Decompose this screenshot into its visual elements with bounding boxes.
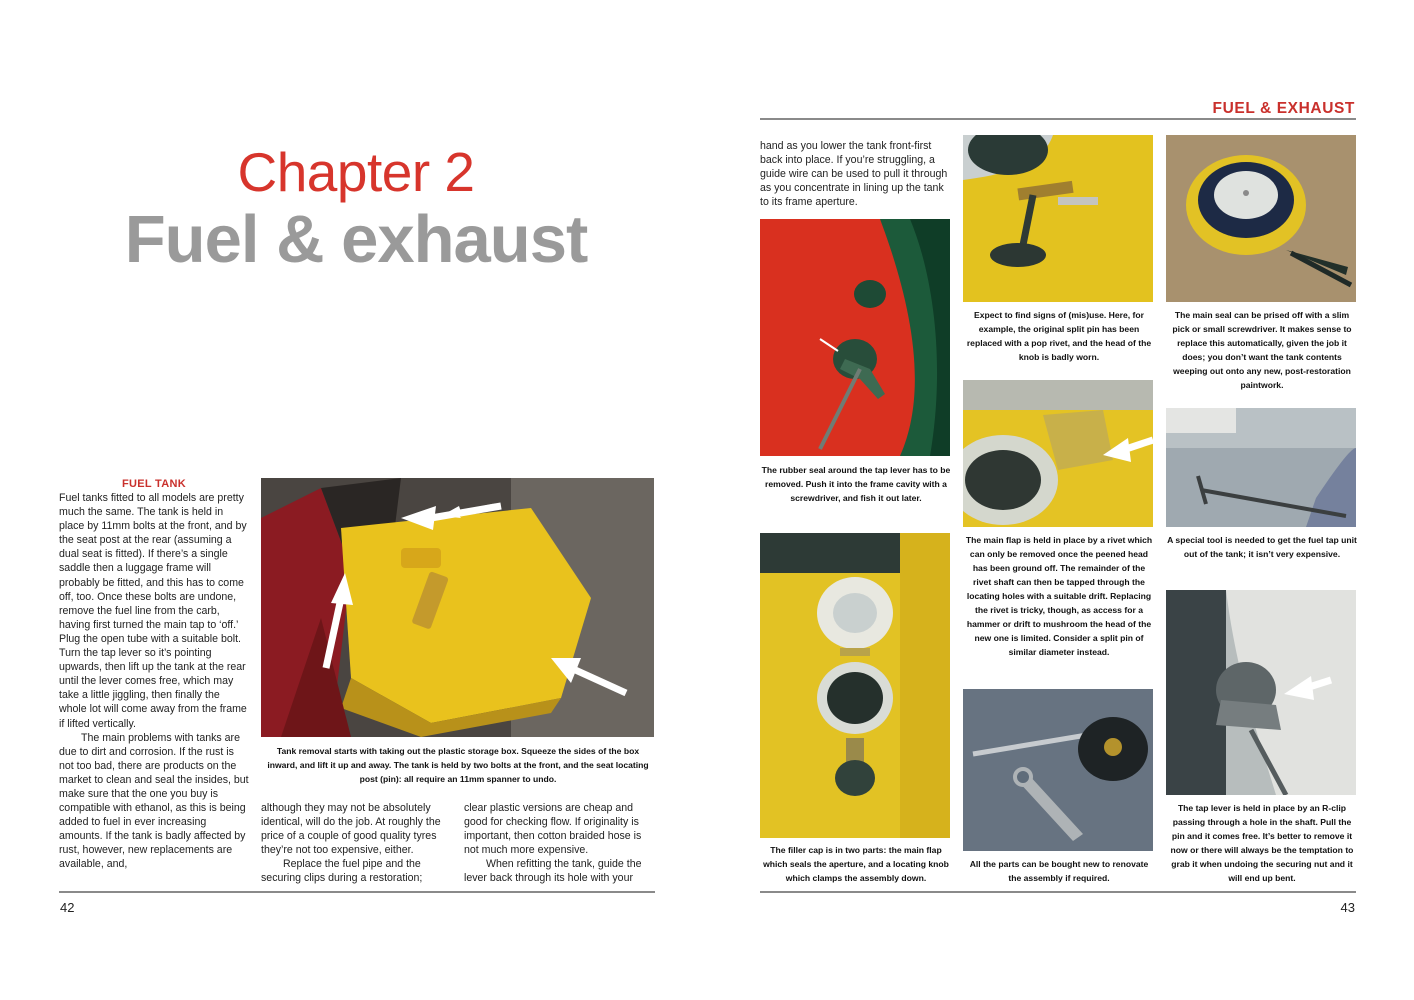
tap-lever-photo (1166, 590, 1356, 795)
rubber-seal-caption: The rubber seal around the tap lever has to be removed. Push it into the frame cavity with a screwdriver, and fish it out later. (761, 465, 951, 503)
filler-cap-photo (760, 533, 950, 838)
filler-cap-photo-image (760, 533, 950, 838)
right-footer-rule (760, 891, 1356, 893)
tank-removal-photo-image (261, 478, 654, 737)
rubber-seal-photo (760, 219, 950, 456)
running-head: FUEL & EXHAUST (1212, 100, 1355, 117)
paragraph: Fuel tanks fitted to all models are pretty much the same. The tank is held in place by 11mm bolts at the front, and by the seat post at the rear (assuming a dual seat is fitted). If there’s a single saddle then a luggage frame will probably be fitted, and this has to come off, too. Once these bolts are undone, remove the fuel line from the carb, having first turned the main tap to ‘off.’ Plug the open tube with a suitable bolt. Turn the tap lever so it’s pointing upwards, then lift up the tank at the rear until the lever comes free, which may take a little jiggling, then finally the whole lot will come away from the frame if lifted vertically. (59, 492, 247, 730)
main-flap-caption: The main flap is held in place by a rivet which can only be removed once the peened head has been ground off. The remainder of the rivet shaft can then be tapped through the locating holes with a suitable drift. Replacing the rivet is tricky, though, as access for a hammer or drift to mushroom the head of the new one is limited. Consider a split pin of similar diameter instead. (965, 535, 1153, 657)
section-heading-fuel-tank: FUEL TANK (121, 478, 186, 490)
main-seal-caption: The main seal can be prised off with a slim pick or small screwdriver. It makes sense to replace this automatically, given the job it does; you don’t want the tank contents weeping out onto any new, post-restoration paintwork. (1172, 310, 1352, 390)
chapter-title: Fuel & exhaust (124, 202, 588, 277)
paragraph: Replace the fuel pipe and the securing clips during a restoration; (261, 858, 423, 885)
left-column-2 (261, 801, 453, 886)
column-1-text (59, 491, 249, 872)
misuse-photo-image (963, 135, 1153, 302)
main-seal-photo (1166, 135, 1356, 302)
special-tool-photo-image (1166, 408, 1356, 527)
misuse-caption: Expect to find signs of (mis)use. Here, for example, the original split pin has been replaced with a pop rivet, and the head of the knob is badly worn. (966, 310, 1152, 362)
filler-cap-caption: The filler cap is in two parts: the main flap which seals the aperture, and a locating knob which clamps the assembly down. (763, 845, 949, 883)
main-flap-photo-image (963, 380, 1153, 527)
paragraph: When refitting the tank, guide the lever back through its hole with your (464, 858, 642, 885)
parts-photo (963, 689, 1153, 851)
rubber-seal-photo-image (760, 219, 950, 456)
paragraph: hand as you lower the tank front-first back into place. If you’re struggling, a guide wire can be used to pull it through as you concentrate in lining up the tank to its frame aperture. (760, 140, 948, 209)
main-flap-photo (963, 380, 1153, 527)
page-number-left: 42 (60, 900, 75, 915)
left-footer-rule (59, 891, 655, 893)
paragraph: The main problems with tanks are due to dirt and corrosion. If the rust is not too bad, there are products on the market to clean and seal the insides, but make sure that the one you buy is compatible with ethanol, as this is being added to fuel in ever increasing amounts. If the tank is badly affected by rust, however, new replacements are available, and, (59, 731, 249, 871)
tap-lever-caption: The tap lever is held in place by an R-clip passing through a hole in the shaft. Pull the pin and it comes free. It’s better to remove it now or there will always be the temptation to grab it when undoing the securing nut and it will end up bent. (1170, 803, 1354, 883)
main-seal-photo-image (1166, 135, 1356, 302)
special-tool-photo (1166, 408, 1356, 527)
parts-photo-image (963, 689, 1153, 851)
chapter-number: Chapter 2 (237, 141, 475, 203)
paragraph: although they may not be absolutely identical, will do the job. At roughly the price of a couple of good quality tyres they’re not too expensive, either. (261, 802, 441, 857)
tank-removal-photo (261, 478, 654, 737)
special-tool-caption: A special tool is needed to get the fuel tap unit out of the tank; it isn’t very expensive. (1167, 535, 1357, 559)
right-header-rule (760, 118, 1356, 120)
left-column-3 (464, 801, 656, 886)
paragraph: clear plastic versions are cheap and good for checking flow. If originality is important, then cotton braided hose is not much more expensive. (464, 802, 642, 857)
left-column-1 (59, 477, 249, 872)
right-column-1-text (760, 139, 952, 209)
tank-removal-caption: Tank removal starts with taking out the plastic storage box. Squeeze the sides of the box inward, and lift it up and away. The tank is held by two bolts at the front, and the seat locating post (pin): all require an 11mm spanner to undo. (267, 746, 649, 784)
tap-lever-photo-image (1166, 590, 1356, 795)
page-number-right: 43 (1340, 900, 1355, 915)
misuse-photo (963, 135, 1153, 302)
parts-caption: All the parts can be bought new to renovate the assembly if required. (969, 859, 1149, 883)
